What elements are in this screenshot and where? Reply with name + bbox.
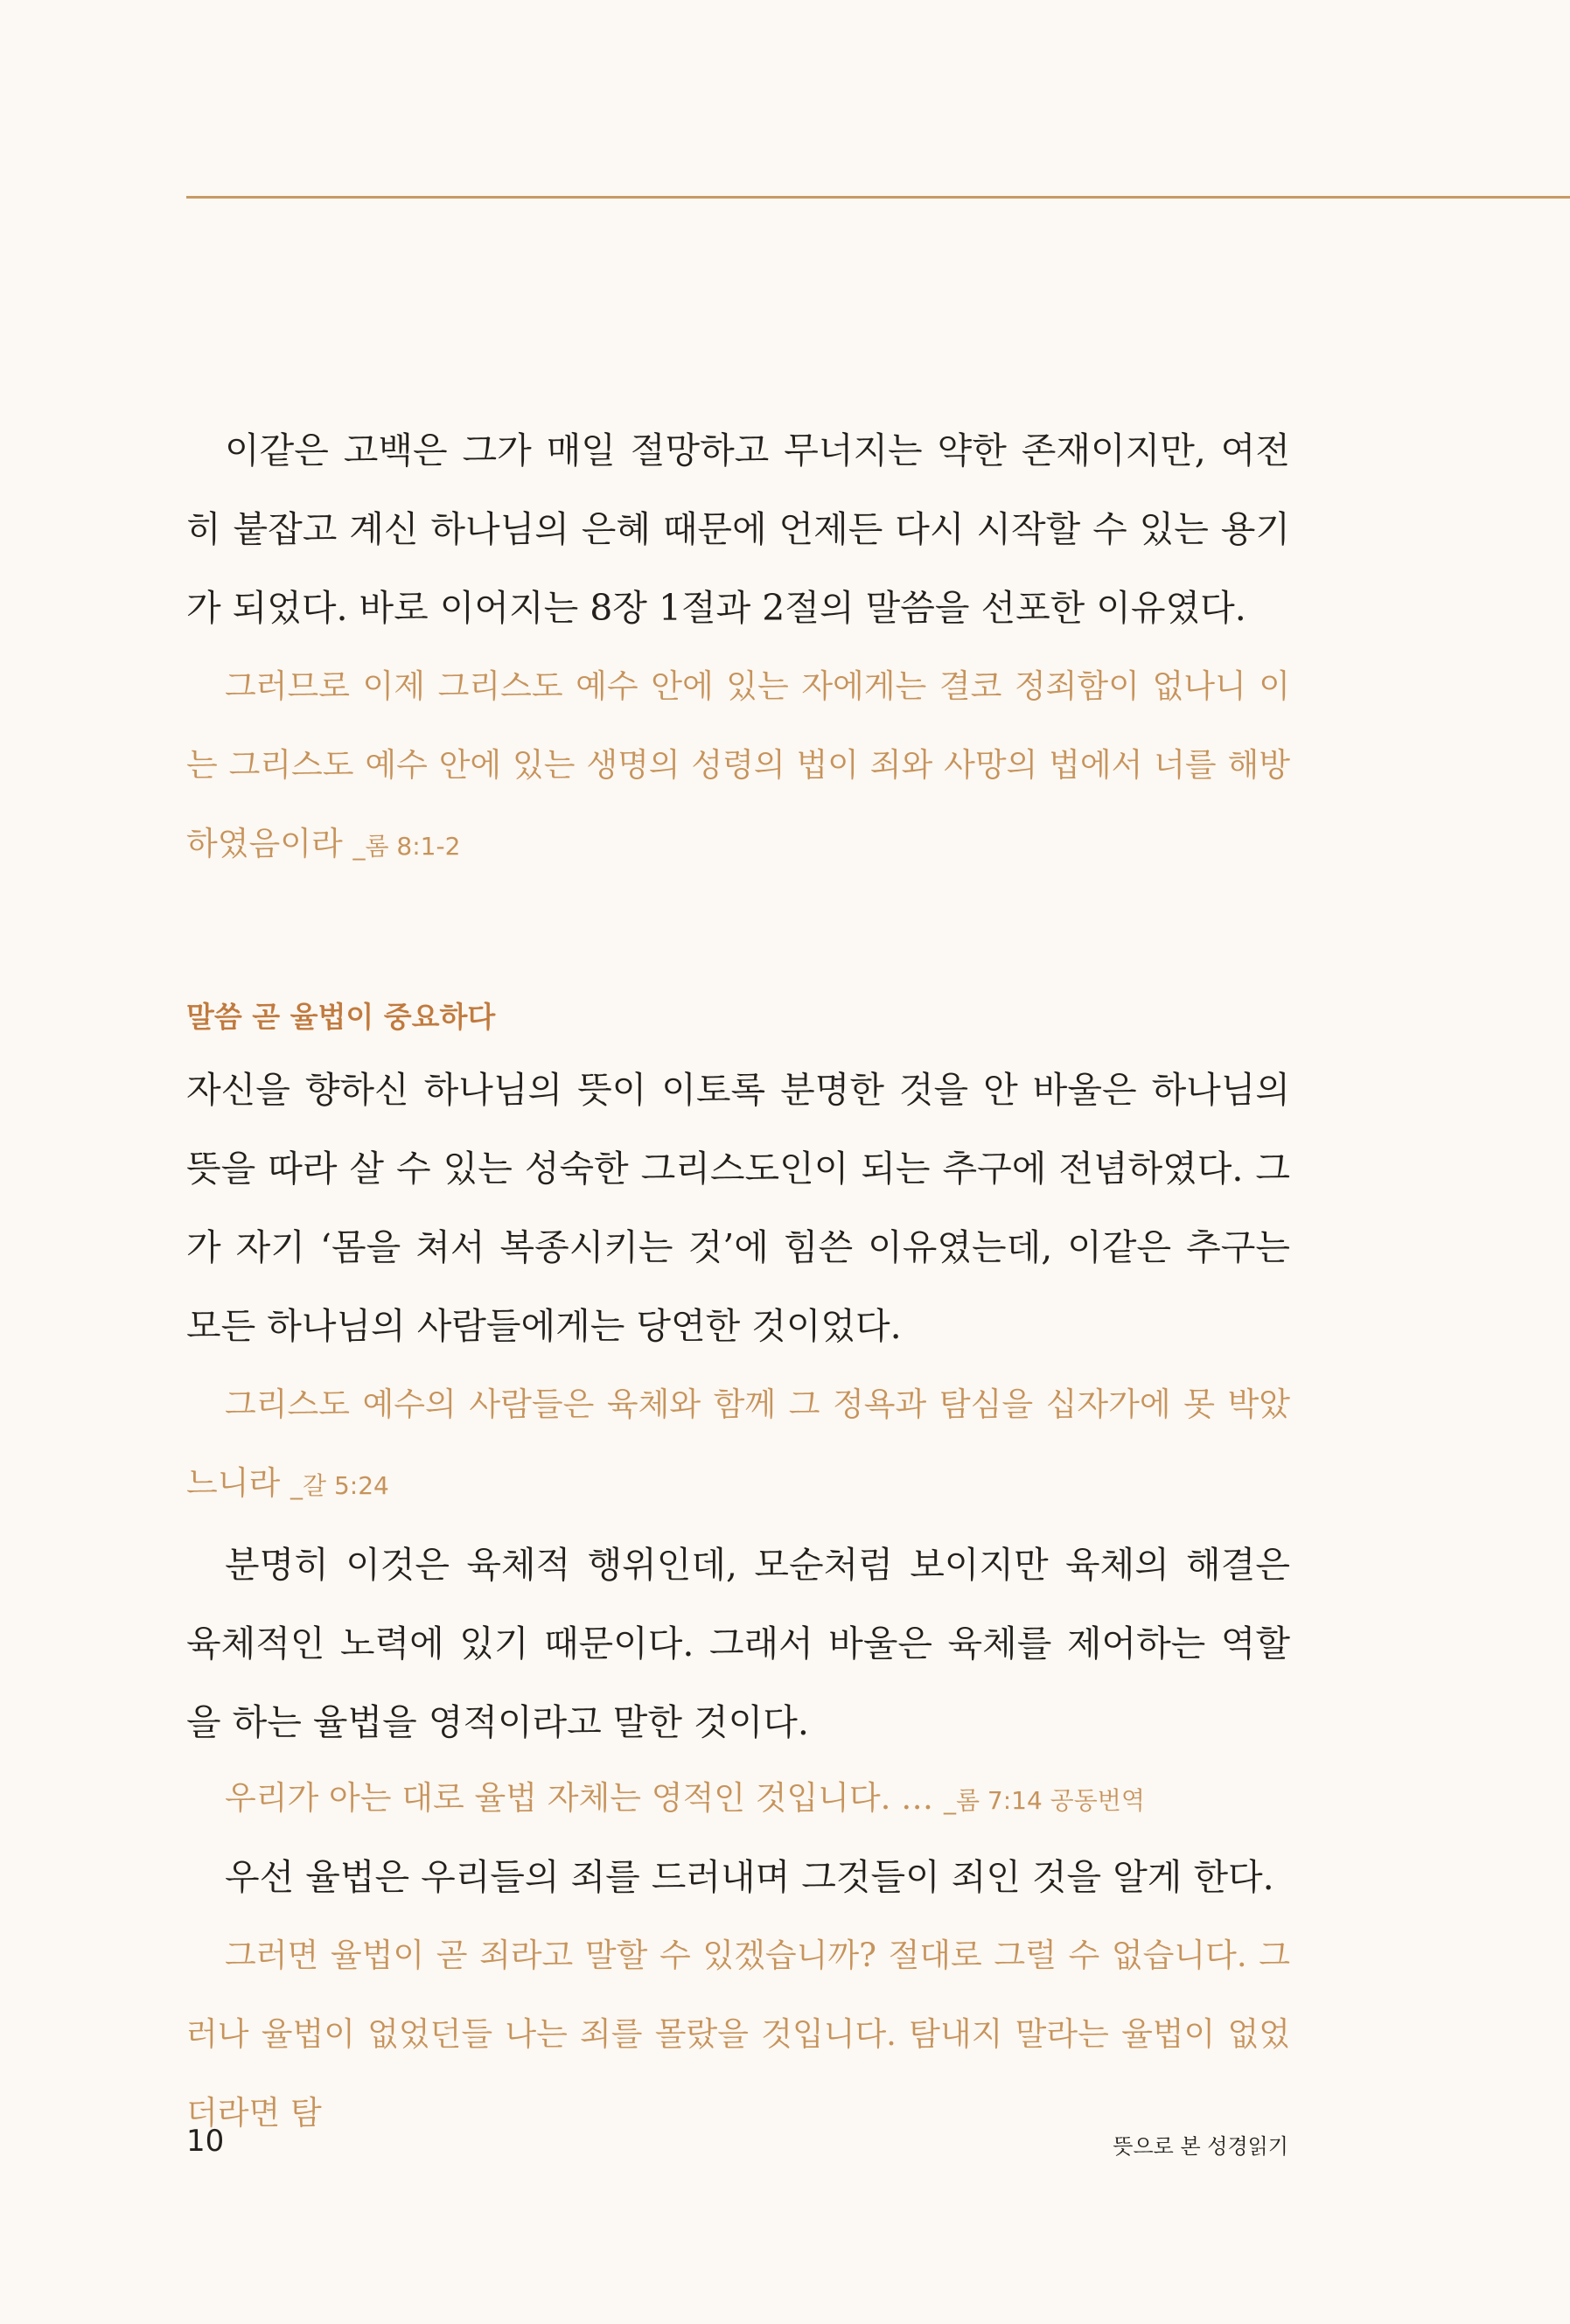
scripture-quote (186, 647, 1290, 886)
scripture-quote (186, 1762, 1290, 1838)
body-paragraph: 분명히 이것은 육체적 행위인데, 모순처럼 보이지만 육체의 해결은 육체적인 노력에 있기 때문이다. 그래서 바울은 육체를 제어하는 역할을 하는 율법을 영적이라고 말한 것이다. (186, 1544, 1290, 1743)
scripture-reference: _롬 7:14 공동번역 (943, 1786, 1145, 1815)
running-title: 뜻으로 본 성경읽기 (1113, 2134, 1288, 2159)
quote-text: 그러면 율법이 곧 죄라고 말할 수 있겠습니까? 절대로 그럴 수 없습니다. 그러나 율법이 없었던들 나는 죄를 몰랐을 것입니다. 탐내지 말라는 율법이 없었더라면 탐 (186, 1937, 1290, 2132)
scripture-quote (186, 1916, 1290, 2153)
body-paragraph: 우선 율법은 우리들의 죄를 드러내며 그것들이 죄인 것을 알게 한다. (225, 1856, 1274, 1898)
page-content (186, 411, 1290, 2153)
scripture-reference: _갈 5:24 (290, 1471, 389, 1500)
scripture-reference: _롬 8:1-2 (352, 832, 461, 861)
body-paragraph: 이같은 고백은 그가 매일 절망하고 무너지는 약한 존재이지만, 여전히 붙잡고 계신 하나님의 은혜 때문에 언제든 다시 시작할 수 있는 용기가 되었다. 바로 이어지는 8장 1절과 2절의 말씀을 선포한 이유였다. (186, 429, 1290, 629)
body-paragraph: 자신을 향하신 하나님의 뜻이 이토록 분명한 것을 안 바울은 하나님의 뜻을 따라 살 수 있는 성숙한 그리스도인이 되는 추구에 전념하였다. 그가 자기 ‘몸을 쳐서 복종시키는 것’에 힘쓴 이유였는데, 이같은 추구는 모든 하나님의 사람들에게는 당연한 것이었다. (186, 1069, 1290, 1347)
quote-text: 그러므로 이제 그리스도 예수 안에 있는 자에게는 결코 정죄함이 없나니 이는 그리스도 예수 안에 있는 생명의 성령의 법이 죄와 사망의 법에서 너를 해방하였음이라 (186, 667, 1290, 862)
quote-text: 그리스도 예수의 사람들은 육체와 함께 그 정욕과 탐심을 십자가에 못 박았느니라 (186, 1385, 1290, 1502)
quote-text: 우리가 아는 대로 율법 자체는 영적인 것입니다. … (225, 1779, 934, 1817)
section-heading: 말씀 곧 율법이 중요하다 (186, 1000, 496, 1034)
top-rule (186, 196, 1570, 199)
page-number: 10 (186, 2124, 225, 2159)
scripture-quote (186, 1365, 1290, 1525)
